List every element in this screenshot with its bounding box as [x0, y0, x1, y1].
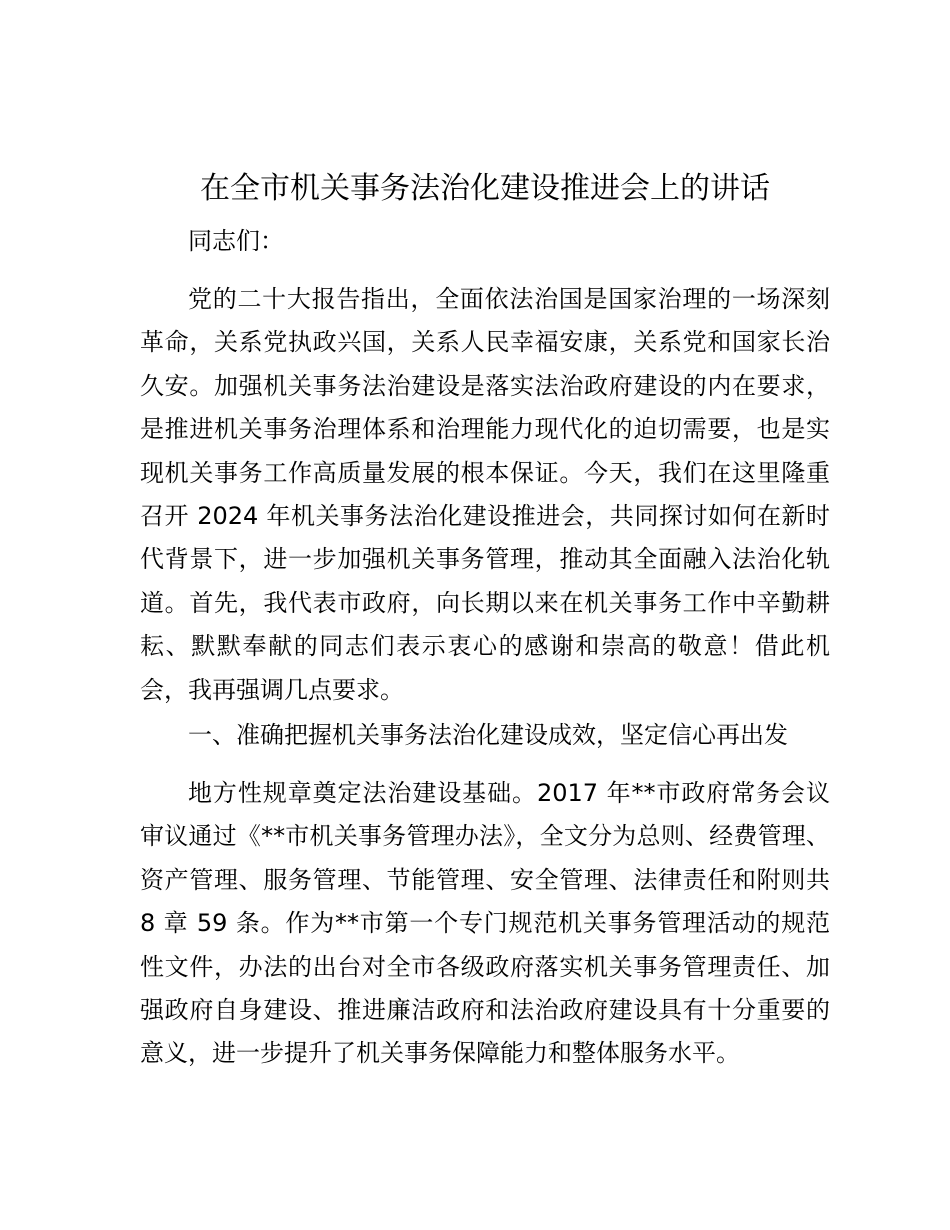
salutation: 同志们： [188, 227, 284, 255]
document-title: 在全市机关事务法治化建设推进会上的讲话 [200, 171, 770, 206]
paragraph-regulation: 地方性规章奠定法治建设基础。2017 年**市政府常务会议审议通过《**市机关事务管理办法》，全文分为总则、经费管理、资产管理、服务管理、节能管理、安全管理、法律责任和附则共 8 章 59 条。作为**市第一个专门规范机关事务管理活动的规范性文件，办法的出台对全市各级政府落实机关事务管理责任、加强政府自身建设、推进廉洁政府和法治政府建设具有十分重要的意义，进一步提升了机关事务保障能力和整体服务水平。 [140, 779, 830, 1068]
section-heading: 一、准确把握机关事务法治化建设成效，坚定信心再出发 [188, 721, 788, 749]
paragraph-opening: 党的二十大报告指出，全面依法治国是国家治理的一场深刻革命，关系党执政兴国，关系人民幸福安康，关系党和国家长治久安。加强机关事务法治建设是落实法治政府建设的内在要求，是推进机关事务治理体系和治理能力现代化的迫切需要，也是实现机关事务工作高质量发展的根本保证。今天，我们在这里隆重召开 2024 年机关事务法治化建设推进会，共同探讨如何在新时代背景下，进一步加强机关事务管理，推动其全面融入法治化轨道。首先，我代表市政府，向长期以来在机关事务工作中辛勤耕耘、默默奉献的同志们表示衷心的感谢和崇高的敬意！借此机会，我再强调几点要求。 [140, 285, 830, 704]
